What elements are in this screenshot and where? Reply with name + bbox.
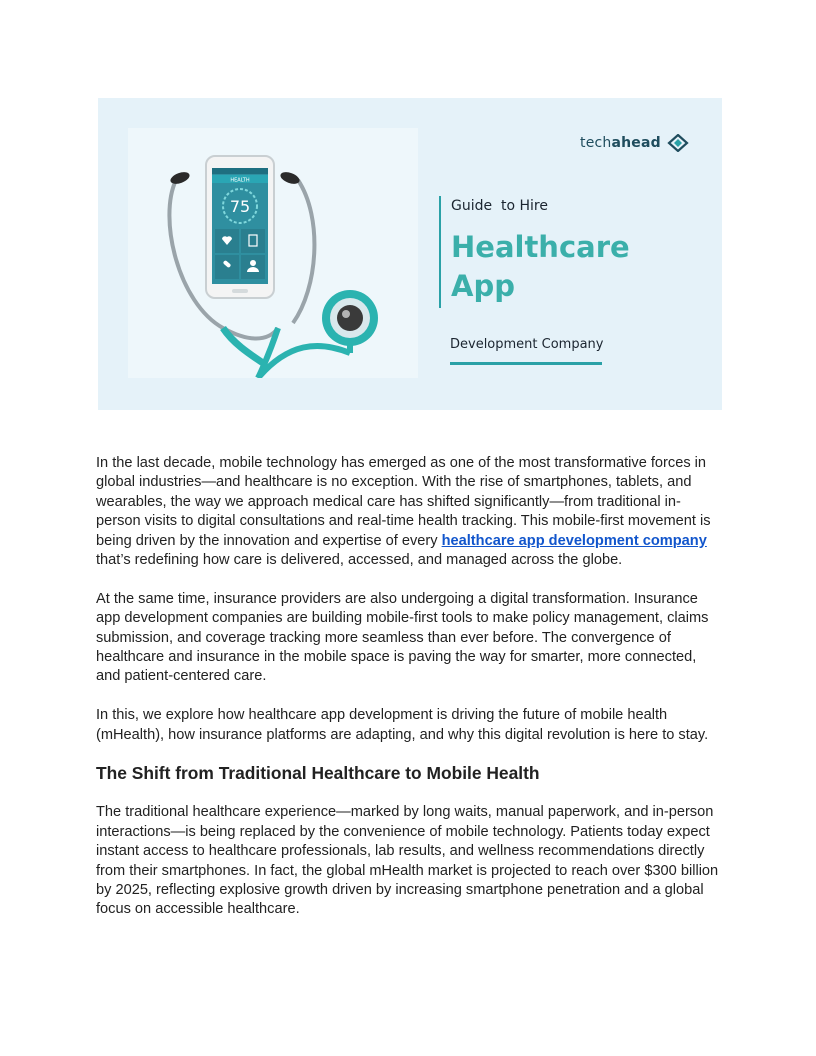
phone-readout: 75 <box>229 197 251 216</box>
paragraph-intro-text: In the last decade, mobile technology has emerged as one of the most transformative forces in global industries—and healthcare is no exception. With the rise of smartphones, tablets, and wearables, the way we approach medical care has shifted significantly—from traditional in-person visits to digital consultations and real-time health tracking. This mobile-first movement is being driven by the innovation and expertise of every <box>96 455 711 549</box>
article-body <box>96 454 720 939</box>
healthcare-app-development-company-link[interactable]: healthcare app development company <box>441 532 707 549</box>
banner-title-line-2: App <box>451 269 515 303</box>
guide-to-hire-label: Guide to Hire <box>451 198 548 214</box>
section-heading: The Shift from Traditional Healthcare to Mobile Health <box>96 763 540 784</box>
phone-stethoscope-image <box>128 128 418 378</box>
banner-title-block <box>439 196 630 308</box>
paragraph-shift: The traditional healthcare experience—marked by long waits, manual paperwork, and in-person interactions—is being replaced by the convenience of mobile technology. Patients today expect instant access to healthcare professionals, lab results, and wellness recommendations directly from their smartphones. In fact, the global mHealth market is projected to reach over $300 billion by 2025, reflecting explosive growth driven by increasing smartphone penetration and a global focus on accessible healthcare. <box>96 804 719 918</box>
paragraph-insurance: At the same time, insurance providers are also undergoing a digital transformation. Insurance app development companies are building mobile-first tools to make policy management, claims submission, and coverage tracking more seamless than ever before. The convergence of healthcare and insurance in the mobile space is paving the way for smarter, more connected, and patient-centered care. <box>96 590 709 685</box>
banner-title-line-1: Healthcare <box>451 230 630 264</box>
brand-name-suffix: ahead <box>611 135 661 151</box>
techahead-logo <box>580 134 689 152</box>
paragraph-intro-text-end: that’s redefining how care is delivered, accessed, and managed across the globe. <box>96 552 623 569</box>
banner-underline <box>450 362 602 365</box>
paragraph-intro <box>96 454 720 570</box>
paragraph-overview: In this, we explore how healthcare app development is driving the future of mobile health (mHealth), how insurance platforms are adapting, and why this digital revolution is here to stay. <box>96 707 709 743</box>
stethoscope-illustration <box>128 128 418 378</box>
phone-header-label: HEALTH <box>230 177 250 184</box>
brand-name-prefix: tech <box>580 135 612 151</box>
banner-title <box>451 228 630 306</box>
header-banner <box>98 98 722 410</box>
techahead-diamond-icon <box>667 134 689 152</box>
banner-subtitle: Development Company <box>450 337 604 352</box>
